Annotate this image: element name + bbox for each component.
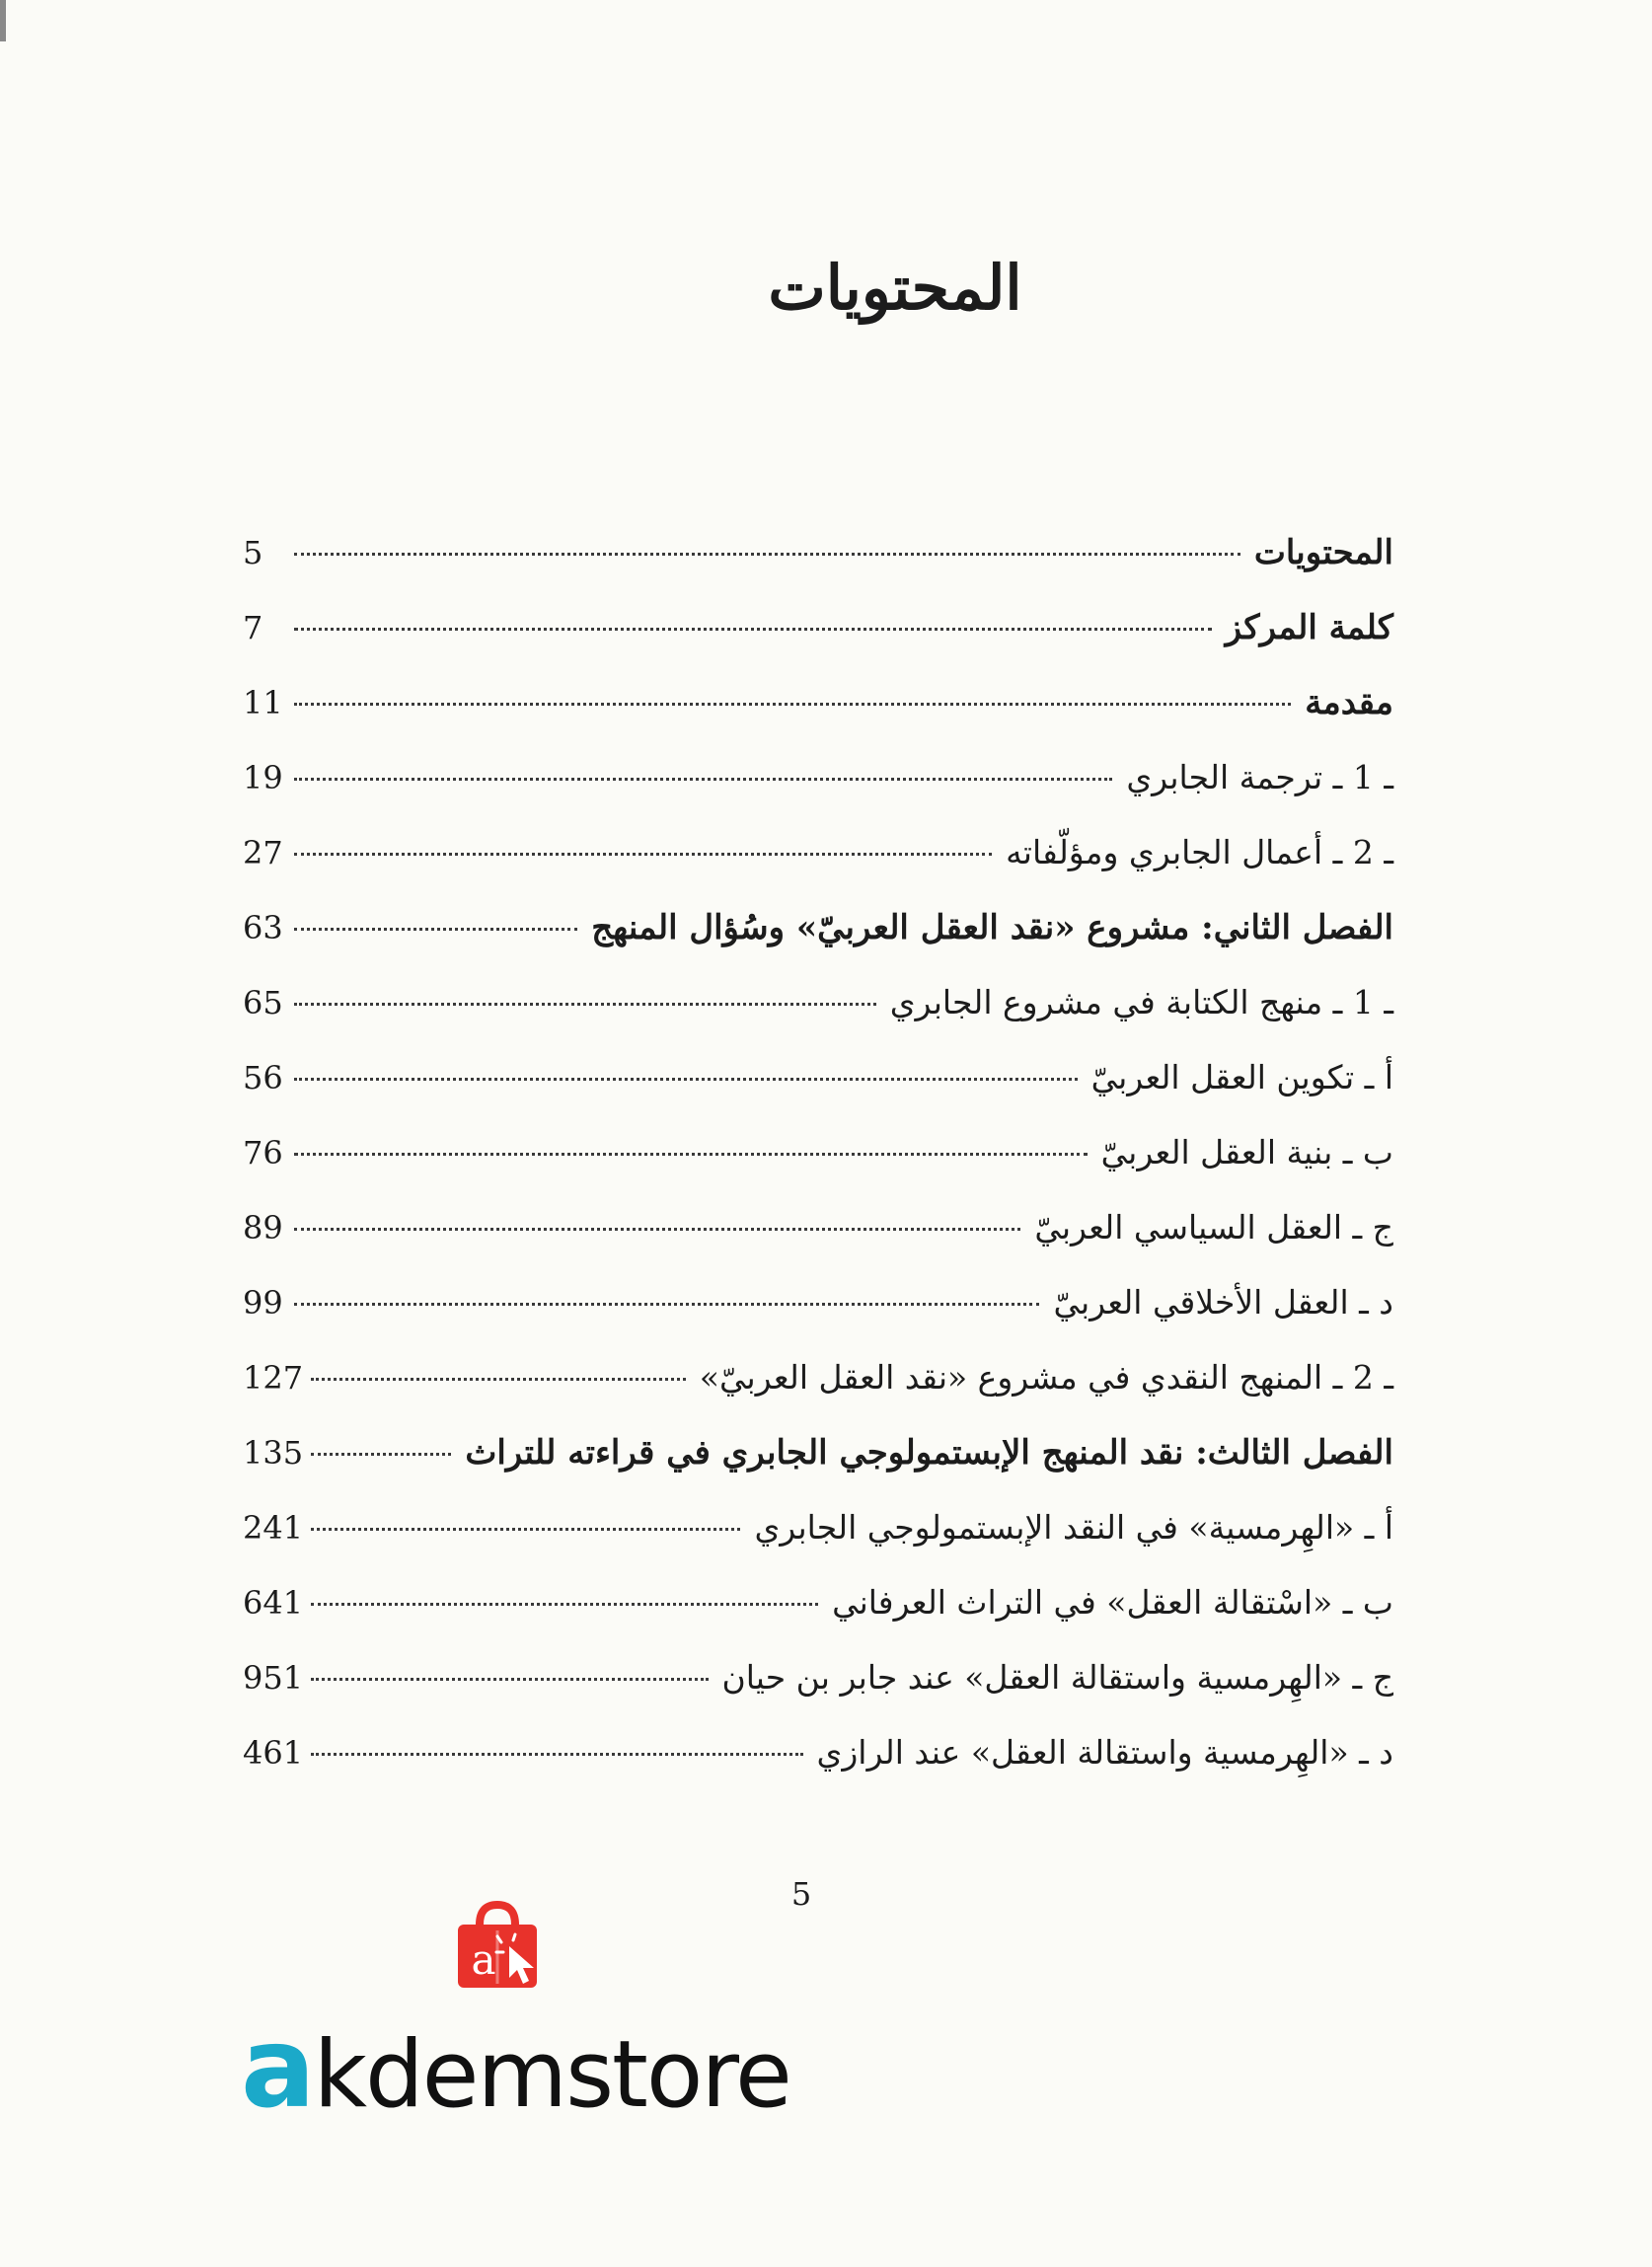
toc-page-number: 27	[243, 834, 283, 871]
toc-entry-title: د ـ «الهِرمسية واستقالة العقل» عند الرازي	[816, 1733, 1393, 1772]
toc-page-number: 65	[243, 984, 283, 1021]
toc-page-number: 127	[243, 1359, 304, 1397]
wordmark-accent-letter: a	[241, 2004, 314, 2133]
toc-entry-title: ب ـ «اسْتقالة العقل» في التراث العرفاني	[832, 1583, 1393, 1622]
toc-page-number: 135	[243, 1434, 304, 1472]
toc-dot-leader	[311, 1453, 451, 1456]
scan-edge-mark	[0, 0, 6, 41]
toc-entry-title: المحتويات	[1253, 533, 1393, 572]
toc-entry-title: أ ـ «الهِرمسية» في النقد الإبستمولوجي الجابري	[754, 1508, 1393, 1547]
toc-dot-leader	[294, 853, 992, 856]
table-of-contents	[243, 533, 1393, 1808]
toc-entry-title: الفصل الثالث: نقد المنهج الإبستمولوجي الجابري في قراءته للتراث	[465, 1433, 1393, 1473]
toc-page-number: 11	[243, 684, 283, 721]
toc-page-number: 241	[243, 1509, 304, 1547]
toc-page-number: 5	[243, 534, 263, 571]
toc-entry	[243, 608, 1393, 683]
toc-entry	[243, 1733, 1393, 1808]
toc-entry-title: مقدمة	[1305, 683, 1393, 722]
toc-page-number: 56	[243, 1059, 283, 1096]
toc-entry	[243, 1208, 1393, 1283]
toc-entry	[243, 1058, 1393, 1133]
store-logo-icon	[444, 1895, 551, 2002]
toc-entry	[243, 1658, 1393, 1733]
toc-dot-leader	[294, 928, 577, 931]
toc-dot-leader	[311, 1753, 802, 1756]
toc-entry	[243, 683, 1393, 758]
toc-dot-leader	[311, 1678, 708, 1681]
toc-dot-leader	[294, 1078, 1078, 1081]
toc-entry	[243, 1358, 1393, 1433]
toc-dot-leader	[311, 1528, 740, 1531]
toc-entry-title: ج ـ «الهِرمسية واستقالة العقل» عند جابر بن حيان	[721, 1658, 1393, 1697]
toc-entry-title: ب ـ بنية العقل العربيّ	[1100, 1133, 1393, 1171]
toc-dot-leader	[294, 553, 1240, 556]
toc-page-number: 63	[243, 909, 283, 946]
toc-entry-title: ـ 2 ـ أعمال الجابري ومؤلّفاته	[1006, 833, 1393, 871]
toc-entry-title: كلمة المركز	[1225, 608, 1393, 647]
store-wordmark	[241, 2004, 790, 2133]
toc-entry	[243, 1508, 1393, 1583]
page-title-text: المحتويات	[768, 252, 1022, 324]
toc-page-number: 641	[243, 1584, 304, 1622]
toc-page-number: 461	[243, 1734, 304, 1772]
toc-entry	[243, 833, 1393, 908]
toc-entry-title: الفصل الثاني: مشروع «نقد العقل العربيّ» وسُؤال المنهج	[591, 908, 1393, 947]
toc-entry-title: أ ـ تكوين العقل العربيّ	[1090, 1058, 1393, 1096]
toc-page-number: 7	[243, 609, 263, 646]
toc-entry-title: ـ 1 ـ ترجمة الجابري	[1126, 758, 1393, 796]
toc-page-number: 76	[243, 1134, 283, 1171]
toc-entry	[243, 908, 1393, 983]
toc-dot-leader	[294, 1153, 1088, 1156]
toc-entry	[243, 1583, 1393, 1658]
toc-entry	[243, 1433, 1393, 1508]
toc-dot-leader	[311, 1378, 686, 1381]
page-title	[0, 252, 1652, 324]
toc-entry-title: ج ـ العقل السياسي العربيّ	[1034, 1208, 1393, 1247]
toc-dot-leader	[294, 1228, 1020, 1231]
toc-entry	[243, 758, 1393, 833]
toc-dot-leader	[311, 1603, 818, 1606]
toc-entry-title: ـ 2 ـ المنهج النقدي في مشروع «نقد العقل العربيّ»	[699, 1358, 1393, 1397]
toc-entry	[243, 533, 1393, 608]
toc-dot-leader	[294, 1003, 876, 1006]
toc-dot-leader	[294, 628, 1212, 631]
logo-letter: a	[471, 1935, 496, 1984]
toc-page-number: 89	[243, 1209, 283, 1247]
toc-page-number: 99	[243, 1284, 283, 1322]
page-number: 5	[790, 1875, 812, 1913]
toc-page-number: 19	[243, 759, 283, 796]
toc-dot-leader	[294, 778, 1112, 781]
toc-entry-title: ـ 1 ـ منهج الكتابة في مشروع الجابري	[889, 983, 1393, 1021]
toc-entry-title: د ـ العقل الأخلاقي العربيّ	[1053, 1283, 1393, 1322]
toc-entry	[243, 1133, 1393, 1208]
toc-page-number: 951	[243, 1659, 304, 1697]
toc-dot-leader	[294, 1303, 1039, 1306]
toc-entry	[243, 983, 1393, 1058]
toc-dot-leader	[294, 703, 1291, 706]
toc-entry	[243, 1283, 1393, 1358]
wordmark-rest: kdemstore	[313, 2021, 790, 2129]
